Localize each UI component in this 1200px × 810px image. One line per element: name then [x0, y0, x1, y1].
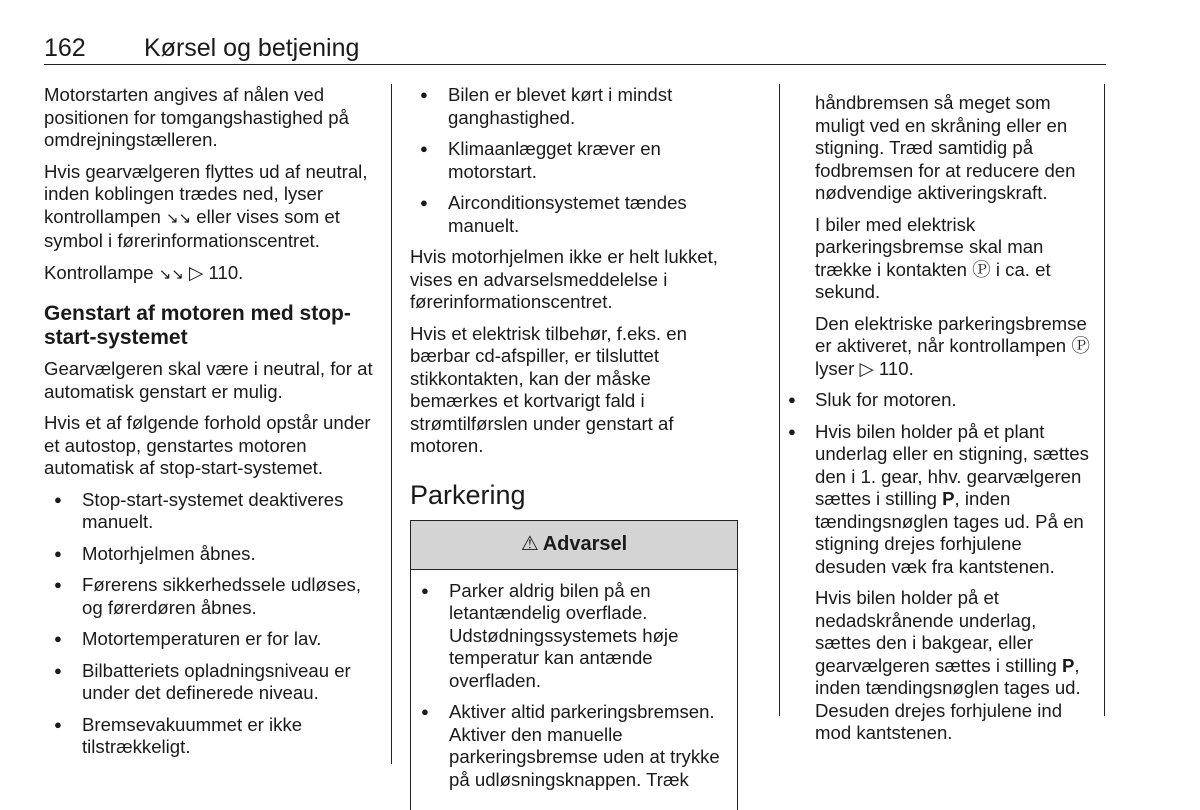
- warning-item: ● Parker aldrig bilen på en letantændelig overflade. Udstødningssystemets høje temperatur kan antænde overfladen.: [411, 580, 723, 693]
- shift-lamp-icon: ↘↘: [159, 266, 184, 283]
- column-2: [410, 84, 740, 810]
- parking-brake-icon: Ⓟ: [1071, 335, 1090, 356]
- paragraph: I biler med elektrisk parkeringsbremse skal man trække i kontakten Ⓟ i ca. et sekund.: [788, 214, 1093, 304]
- paragraph: Kontrollampe ↘↘ ▷ 110.: [44, 262, 374, 287]
- paragraph: Hvis et af følgende forhold opstår under et autostop, genstartes motoren automatisk af stop-start-systemet.: [44, 412, 374, 480]
- warning-box: [410, 520, 738, 810]
- list-item: ● Stop-start-systemet deaktiveres manuelt.: [44, 489, 374, 534]
- paragraph: Den elektriske parkeringsbremse er aktiveret, når kontrollampen Ⓟ lyser ▷ 110.: [788, 313, 1093, 381]
- list-item: ● Førerens sikkerhedssele udløses, og førerdøren åbnes.: [44, 574, 374, 619]
- shift-lamp-icon: ↘↘: [166, 210, 191, 227]
- paragraph: Motorstarten angives af nålen ved positionen for tomgangshastighed på omdrejningstælleren.: [44, 84, 374, 152]
- warning-body: [411, 570, 737, 810]
- list-item: ● Motortemperaturen er for lav.: [44, 628, 374, 651]
- paragraph: Gearvælgeren skal være i neutral, for at automatisk genstart er mulig.: [44, 358, 374, 403]
- paragraph: håndbremsen så meget som muligt ved en skråning eller en stigning. Træd samtidig på fodbremsen for at reducere den nødvendige aktiveringskraft.: [788, 92, 1093, 205]
- list-item: ● Bremsevakuummet er ikke tilstrækkeligt.: [44, 714, 374, 759]
- section-title: Parkering: [410, 480, 740, 510]
- warning-header: [410, 520, 738, 570]
- paragraph: Hvis gearvælgeren flyttes ud af neutral, inden koblingen trædes ned, lyser kontrollampen ↘↘ eller vises som et symbol i førerinformationscentret.: [44, 161, 374, 253]
- parking-brake-icon: Ⓟ: [972, 259, 991, 280]
- warning-title: Advarsel: [543, 533, 628, 556]
- list-item: ● Motorhjelmen åbnes.: [44, 543, 374, 566]
- list-item: ● Bilbatteriets opladningsniveau er under det definerede niveau.: [44, 660, 374, 705]
- paragraph: Hvis bilen holder på et nedadskrånende underlag, sættes den i bakgear, eller gearvælgeren sættes i stilling P, inden tændingsnøglen tages ud. Desuden drejes forhjulene ind mod kantstenen.: [788, 587, 1093, 745]
- warning-item: ● Aktiver altid parkeringsbremsen. Aktiver den manuelle parkeringsbremse uden at trykke på udløsningsknappen. Træk: [411, 701, 723, 791]
- column-1: [44, 84, 374, 768]
- list-item: ● Airconditionsystemet tændes manuelt.: [410, 192, 740, 237]
- column-divider: [391, 84, 392, 764]
- chapter-title: Kørsel og betjening: [144, 34, 359, 63]
- page-reference-icon: ▷: [189, 262, 203, 283]
- page-reference: 110.: [209, 262, 244, 283]
- list-item: ● Hvis bilen holder på et plant underlag eller en stigning, sættes den i 1. gear, hhv. gearvælgeren sættes i stilling P, inden tændingsnøglen tages ud. På en stigning drejes forhjulene desuden væk fra kantstenen.: [788, 421, 1093, 579]
- list-item: ● Sluk for motoren.: [788, 389, 1093, 412]
- paragraph: Hvis motorhjelmen ikke er helt lukket, vises en advarselsmeddelelse i førerinformationscentret.: [410, 246, 740, 314]
- page-reference: 110.: [879, 358, 914, 379]
- column-3: [788, 92, 1093, 754]
- list-item: ● Bilen er blevet kørt i mindst ganghastighed.: [410, 84, 740, 129]
- warning-continuation-right-border: [1104, 84, 1105, 716]
- page-reference-icon: ▷: [859, 358, 873, 379]
- list-item: ● Klimaanlægget kræver en motorstart.: [410, 138, 740, 183]
- subsection-heading: Genstart af motoren med stop-start-systemet: [44, 302, 374, 350]
- page-header: [44, 34, 1106, 64]
- paragraph: Hvis et elektrisk tilbehør, f.eks. en bærbar cd-afspiller, er tilsluttet stikkontakten, kan der måske bemærkes et kortvarigt fald i strømtilførslen under genstart af motoren.: [410, 323, 740, 458]
- warning-triangle-icon: ⚠: [521, 533, 539, 556]
- page-number: 162: [44, 34, 86, 63]
- header-rule: [44, 64, 1106, 65]
- warning-continuation-left-border: [779, 84, 780, 716]
